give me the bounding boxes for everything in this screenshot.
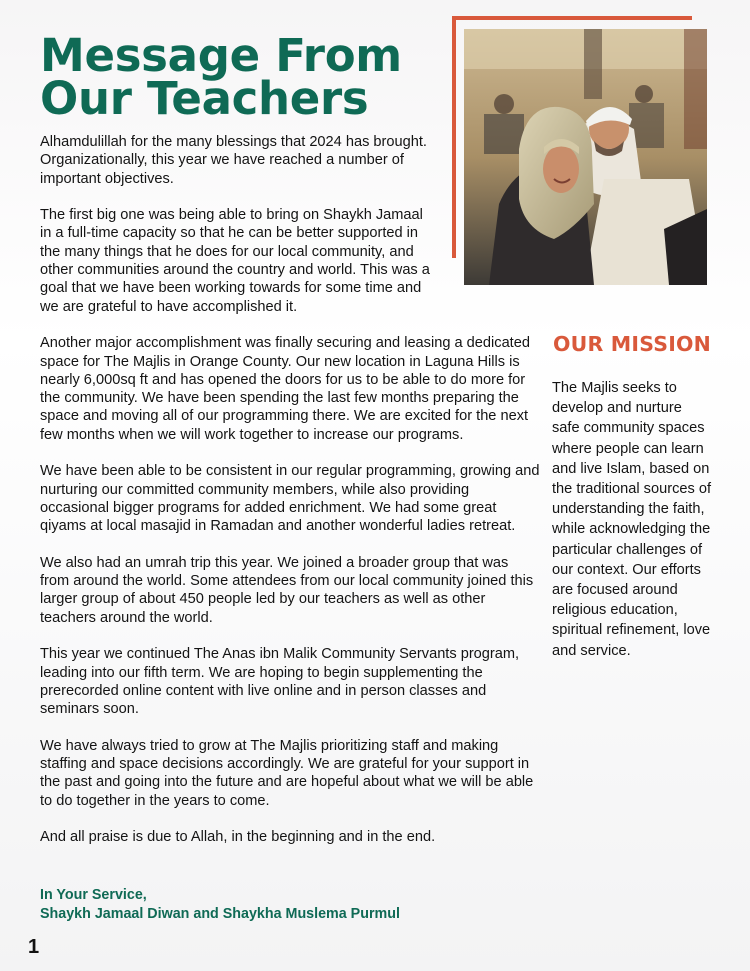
signature-closing: In Your Service,	[40, 887, 147, 903]
letter-paragraph: Alhamdulillah for the many blessings that 2024 has brought. Organizationally, this year we have reached a number of important objectives.	[40, 134, 427, 187]
mission-text: The Majlis seeks to develop and nurture safe community spaces where people can learn and live Islam, based on the traditional sources of understanding the faith, while acknowledging the particular challenges of our context. Our efforts are focused around religious education, spiritual refinement, love and service.	[552, 380, 711, 659]
photo-illustration	[464, 29, 707, 285]
page-title	[40, 29, 402, 125]
signature-names: Shaykh Jamaal Diwan and Shaykha Muslema Purmul	[40, 905, 400, 922]
letter-paragraph: Another major accomplishment was finally securing and leasing a dedicated space for The Majlis in Orange County. Our new location in Laguna Hills is nearly 6,000sq ft and has opened the doors for us to be able to do more for the community. We have been spending the last few months preparing the space and moving all of our programming there. We are excited for the next few months when we will work together to increase our programs.	[40, 335, 530, 443]
page-number: 1	[28, 936, 40, 958]
signature	[40, 886, 400, 923]
letter-paragraph: This year we continued The Anas ibn Malik Community Servants program, leading into our fifth term. We are hoping to begin supplementing the prerecorded online content with live online and in person classes and seminars soon.	[40, 646, 520, 718]
letter-paragraph: We have been able to be consistent in our regular programming, growing and nurturing our committed community members, while also providing occasional bigger programs for added enrichment. We had some great qiyams at local masajid in Ramadan and another wonderful ladies retreat.	[40, 463, 540, 535]
letter-paragraph: We also had an umrah trip this year. We joined a broader group that was from around the world. Some attendees from our local community joined this larger group of about 450 people led by our teachers as well as other teachers around the world.	[40, 554, 534, 626]
page-title-line-2: Our Teachers	[40, 72, 369, 125]
mission-title: OUR MISSION	[553, 332, 712, 356]
page-title-line-1: Message From	[40, 29, 402, 82]
letter-paragraph: The first big one was being able to bring on Shaykh Jamaal in a full-time capacity so that he can be better supported in the many things that he does for our local community, and other communities around the country and world. This was a goal that we have been working towards for some time and we are grateful to have accomplished it.	[40, 207, 430, 315]
community-event-photo	[464, 29, 707, 285]
letter-paragraph: And all praise is due to Allah, in the beginning and in the end.	[40, 829, 436, 846]
letter-paragraph: We have always tried to grow at The Majlis prioritizing staff and making staffing and space decisions accordingly. We are grateful for your support in the past and going into the future and are hopeful about what we will be able to do together in the years to come.	[40, 737, 534, 809]
